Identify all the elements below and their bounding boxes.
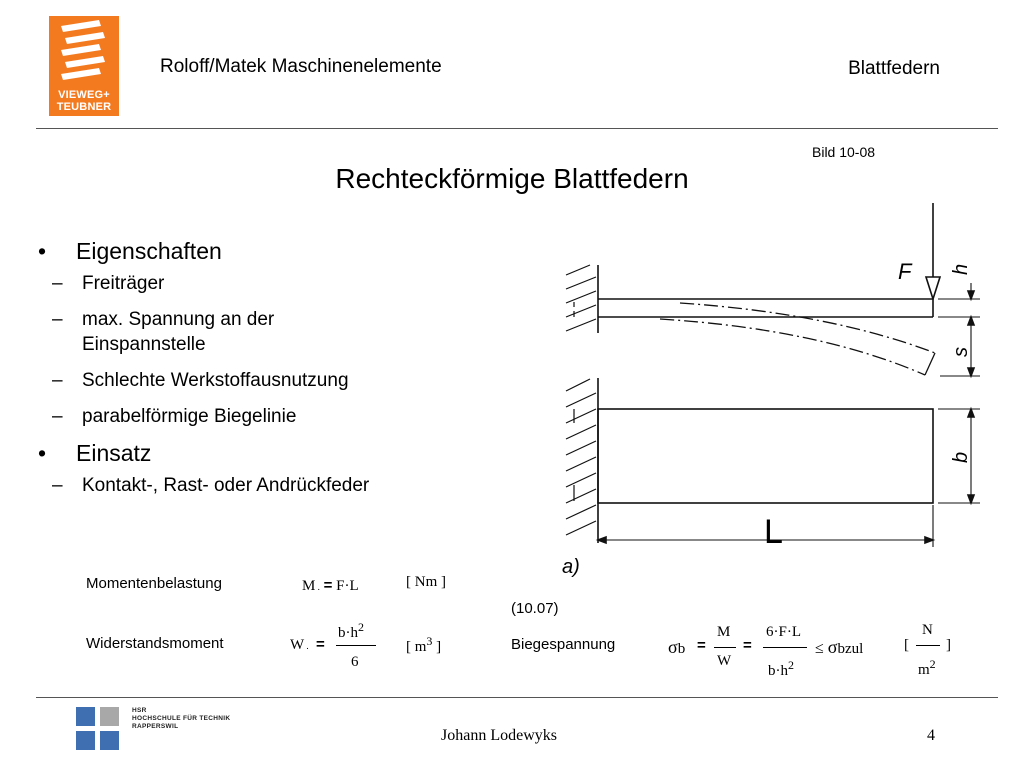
book-title: Roloff/Matek Maschinenelemente [160, 56, 442, 77]
stress-unit-den-text: m [918, 662, 930, 678]
footer-author: Johann Lodewyks [441, 727, 557, 744]
sub-bullet: – Kontakt-, Rast- oder Andrückfeder [38, 473, 372, 498]
sm-num: b·h [338, 625, 358, 641]
sub-bullet: – max. Spannung an der Einspannstelle [38, 307, 372, 357]
equals-sign: = [697, 637, 706, 654]
section-modulus-lhs: W . [290, 637, 309, 653]
label-height: h [950, 263, 972, 275]
fraction-bar [336, 645, 376, 646]
chapter-title: Blattfedern [848, 58, 940, 79]
footer-divider [36, 697, 998, 698]
moment-unit: [ Nm ] [406, 574, 446, 590]
equals-sign: = [743, 637, 752, 654]
stress-limit [815, 637, 863, 658]
header-divider [36, 128, 998, 129]
bullet-label: Eigenschaften [76, 238, 222, 264]
hsr-logo-icon [76, 707, 120, 751]
bullet-label: Einsatz [76, 440, 152, 466]
sub-bullet: – Freiträger [38, 271, 372, 296]
sigma-symbol: σ [827, 637, 838, 657]
label-width: b [950, 451, 972, 463]
fraction-bar [763, 647, 807, 648]
label-panel: a) [562, 556, 580, 578]
frac2-numerator: 6·F·L [766, 624, 801, 640]
stress-unit-close: ] [946, 637, 951, 653]
hsr-line-2: HOCHSCHULE FÜR TECHNIK [132, 715, 231, 722]
stress-unit-den-exp: 2 [929, 657, 936, 671]
moment-rhs: F·L [336, 578, 359, 594]
sub-bullet: – Schlechte Werkstoffausnutzung [38, 368, 372, 393]
spring-logo-icon [49, 16, 119, 88]
sm-unit-exp: 3 [426, 634, 433, 648]
bullet-einsatz [38, 440, 372, 498]
equals-sign: = [316, 636, 325, 653]
fraction-bar [714, 647, 736, 648]
equation-number: (10.07) [511, 600, 559, 617]
vieweg-teubner-logo [49, 16, 119, 116]
bending-stress-lhs [668, 637, 685, 658]
label-deflection: s [950, 347, 972, 357]
label-force: F [898, 259, 912, 284]
hsr-line-1: HSR [132, 707, 147, 714]
moment-label: Momentenbelastung [86, 575, 222, 592]
stress-unit-open: [ [904, 637, 909, 653]
figure-reference: Bild 10-08 [812, 144, 876, 160]
section-modulus-numerator [338, 620, 364, 642]
sm-num-exp: 2 [358, 620, 364, 634]
frac2-den-text: b·h [768, 663, 788, 679]
stress-unit-numerator: N [922, 622, 933, 638]
page-number: 4 [927, 727, 935, 744]
frac1-numerator: M [717, 624, 731, 640]
frac2-denominator [768, 658, 794, 680]
sigma-symbol: σ [668, 637, 678, 657]
sub-bullet: – parabelförmige Biegelinie [38, 404, 372, 429]
bending-stress-label: Biegespannung [511, 636, 616, 653]
sm-unit-base: m [414, 639, 427, 655]
slide-title: Rechteckförmige Blattfedern [335, 163, 689, 194]
section-modulus-symbol: W [290, 637, 305, 653]
sigma-sub-b: b [677, 641, 686, 657]
section-modulus-unit: [ $m^3$ ] [406, 634, 442, 655]
hsr-school-name [132, 707, 230, 731]
logo-text-line-2: TEUBNER [56, 101, 112, 113]
leq-symbol: ≤ [815, 640, 824, 657]
bullet-list [38, 238, 372, 509]
leaf-spring-figure [560, 195, 990, 580]
moment-lhs: M [302, 578, 316, 594]
fraction-bar [916, 645, 940, 646]
label-length: L [764, 513, 783, 551]
sigma-sub-bzul: bzul [837, 641, 864, 657]
bullet-eigenschaften [38, 238, 372, 429]
section-modulus-denominator: 6 [351, 654, 359, 670]
stress-unit-denominator [918, 657, 936, 679]
moment-formula: M . = F·L [302, 577, 359, 594]
frac1-denominator: W [717, 653, 732, 669]
logo-text-line-1: VIEWEG+ [58, 89, 110, 101]
frac2-den-exp: 2 [788, 658, 794, 672]
hsr-line-3: RAPPERSWIL [132, 723, 179, 730]
section-modulus-label: Widerstandsmoment [86, 635, 224, 652]
